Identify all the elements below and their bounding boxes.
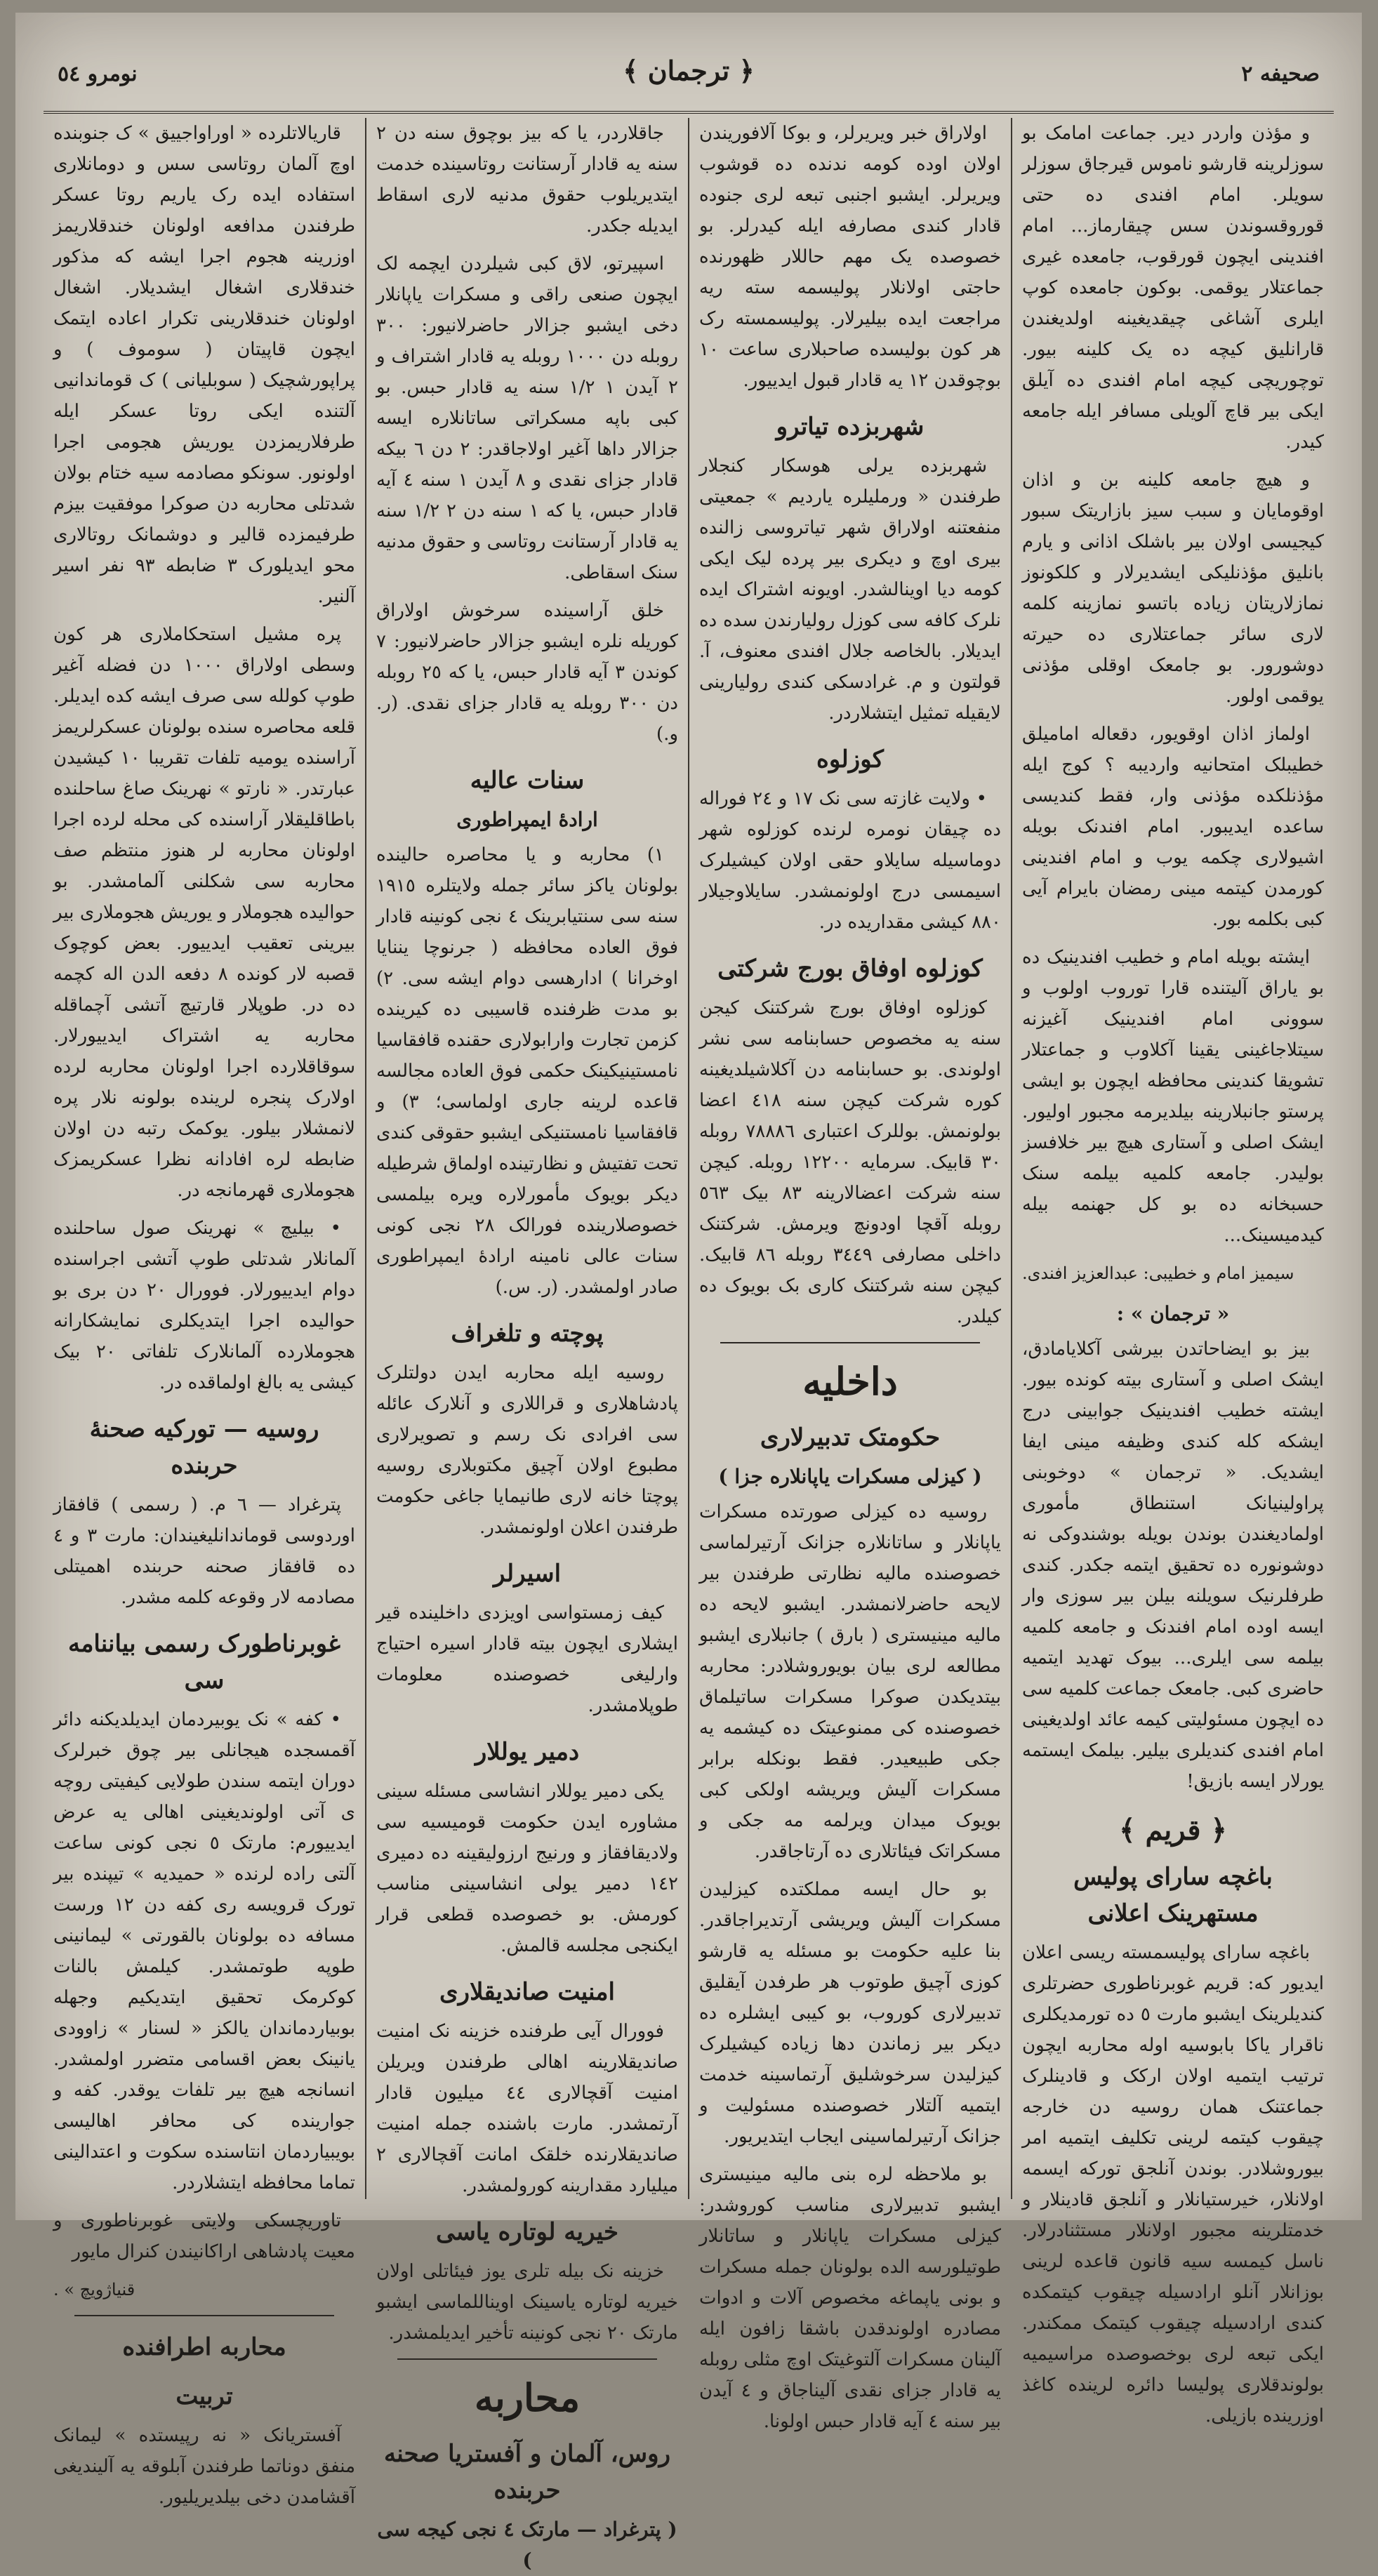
article-paragraph: روسیه ایله محاربه ایدن دولتلرک پادشاهلاری و قراللاری و آنلارک عائله سی افرادی نک رسم و تصویرلاری مطبوع اولان آچیق مکتوبلاری روسیه پوچتا خانه لاری طانیمایا جاغی حکومت طرفندن اعلان اولونمشدر.	[376, 1362, 678, 1538]
article-heading: دمیر یوللار	[475, 1738, 580, 1766]
article-paragraph: اسپیرتو، لاق کبی شیلردن ایچمه لک ایچون صنعی راقی و مسکرات یاپانلار دخی ایشبو جزالار حاضرلانیور: ٣٠٠ روبله دن ١٠٠٠ روبله یه قادار اشتراف و ٢ آیدن ١ ١/٢ سنه یه قادار حبس. بو کبی باپه مسکراتی ساتانلاره ایسه جزالار داها آغیر اولاجاقدر: ٢ دن ٦ بیکه قادار جزای نقدی و ٨ آیدن ١ سنه ٤ آیه قادار حبس، یا که ١ سنه دن ٢ ١/٢ سنه یه قادار آرستانت روتاسی و حقوق مدنیه سنک اسقاطی.	[376, 253, 679, 583]
article-heading: تربیت	[175, 2382, 233, 2410]
article-paragraph: فوورال آیی طرفنده خزینه نک امنیت صاندیقلارینه اهالی طرفندن ویریلن امنیت آقچالاری ٤٤ میلیون قادار آرتمشدر. مارت باشنده جمله امنیت صاندیقلارنده خلقک امانت آقچالاری ٢ میلیارد مقدارینه کورولمشدر.	[376, 2021, 678, 2196]
newspaper-title: ﴿ ترجمان ﴾	[623, 55, 755, 86]
article-heading: خیریه لوتاره یاسی	[435, 2218, 619, 2246]
masthead	[44, 34, 1334, 114]
article-paragraph: بو حال ایسه مملکتده کیزلیدن مسکرات آلیش ویریشی آرتدیراجاقدر. بنا علیه حکومت بو مسئله یه قارشو کوزی آچیق طوتوب هر طرفدن آیقلیق تدبیرلاری کوروب، بو کیبی ایشلره ده دیکر بیر زماندن دها زیاده کیشیلرک کیزلیدن سرخوشلیق آرتماسینه خدمت ایتمیه آلتلار خصوصنده مسئولیت و جزانک آرتیرلماسینی ایجاب ایتدیریور.	[699, 1879, 1001, 2147]
article-paragraph: قاریالاتلرده « اوراواجییق » ک جنوبنده اوچ آلمان روتاسی سس و دومانلاری استفاده ایده رک یاریم روتا عسکر طرفندن مدافعه اولونان خندقلاریمز اوزرینه هجوم اجرا ایشه که مذکور خندقلاری اشغال ایشدیلار. اشغال اولونان خندقلارینی تکرار اعاده ایتمک ایچون قاپیتان ( سوموف ) و پراپورشچیک ( سوبلیانی ) ک قوماندانیی آلتنده ایکی روتا عسکر ایله طرفلاریمزدن یوریش هجومی اجرا اولونور. سونکو مصادمه سیه ختام بولان شدتلی محاربه دن صوکرا موفقیت بیزم طرفیمزده قالیر و دوشمانک روتالاری محو ایدیلورک ٣ ضابطه ٩٣ نفر اسیر آلنیر.	[53, 123, 355, 607]
article-subheading: « ترجمان » :	[1116, 1302, 1230, 1325]
article-paragraph: اولماز اذان اوقویور، دقعاله امامیلق خطیبلک امتحانیه واردیبه ؟ کوج ایله مؤذنلکده مؤذنی وار، فقط کندیسی ساعده ایدیبور. امام افندنک بویله اشیولاری چکمه یوب و امام افندینی کورمدن کیتمه مینی رمضان بایرام آیی کبی بکلمه بور.	[1022, 724, 1324, 930]
article-paragraph: کوزلوه اوفاق بورج شرکتنک کیجن سنه یه مخصوص حسابنامه سی نشر اولوندی. بو حسابنامه دن آکلاشیلدیغینه کوره شرکت کیچن سنه ٤١٨ اعضا بولونمش. بوللرک اعتباری ٧٨٨٨٦ روبله ٣٠ قابیک. سرمایه ١٢٢٠٠ روبله. کیچن سنه شرکت اعضالارینه ٨٣ بیک ٥٦٣ روبله آقچا اودونچ ویرمش. شرکتنک داخلی مصارفی ٣٤٤٩ روبله ٨٦ قابیک. کیچن سنه شرکتنک کاری بک بویوک ده کیلدر.	[699, 997, 1001, 1327]
article-paragraph: روسیه ده کیزلی صورتده مسکرات یاپانلار و ساتانلاره جزانک آرتیرلماسی خصوصنده مالیه نظارتی طرفندن بیر لایحه حاضرلانمشدر. ایشبو لایحه ده مالیه مینیستری ( بارق ) جانبلاری ایشبو مطالعه لری بیان بویوروشلادر: محاربه بیتدیکدن صوکرا مسکرات ساتیلماق خصوصنده کی ممنوعیتک ده کیشمه یه جکی طبیعیدر. فقط بونکله برابر مسکرات آلیش ویریشه اولکی کبی بویوک میدان ویرلمه مه جکی و مسکراتک فیئاتلاری ده آرتاجاقدر.	[699, 1501, 1001, 1862]
article-paragraph: خزینه نک بیله تلری یوز فیئاتلی اولان خیریه لوتاره یاسینک اویناللماسی ایشبو مارتک ٢٠ نجی کونینه تأخیر ایدیلمشدر.	[376, 2261, 678, 2344]
article-heading: روسیه — تورکیه صحنهٔ حربنده	[89, 1415, 319, 1480]
section-heading: داخلیه	[802, 1359, 898, 1404]
article-paragraph: جاقلاردر، یا که بیز بوچوق سنه دن ٢ سنه یه قادار آرستانت روتاسینده خدمت ایتدیریلوب حقوق مدنیه لاری اسقاط ایدیله جکدر.	[376, 123, 678, 237]
article-paragraph: • کفه » نک یوبیردمان ایدیلدیکنه دائر آقمسجده هیجانلی بیر چوق خبرلرک دوران ایتمه سندن طولایی کیفیتی روچه ی آتی اولوندیغینی اهالی یه عرض ایدییورم: مارتک ٥ نجی کونی ساعت آلتی راده لرنده « حمیدیه » تیپنده بیر تورک قرویسه ری کفه دن ١٢ ورست مسافه ده بولونان بالقورتی » لیمانینی طوپه طوتمشدر. کیلمش بالنات کوکرمک تحقیق ایتدیکیم وجهله بوبیاردماندان یالکز « لسنار » زاوودی یانینک بعض اقسامی متضرر اولمشدر. انسانجه هیچ بیر تلفات یوقدر. کفه و جوارینده کی محافر اهالیسی بویبیاردمان انتاسنده سکوت و اعتدالینی تماما محافظه ایتشلاردر.	[53, 1709, 355, 2193]
article-paragraph: آفستریانک « نه رپیستده » لیمانک منفق دوناتما طرفندن آبلوقه یه آلیندیغی آقشامدن دخی بیلدیریلیور.	[53, 2425, 355, 2508]
article-heading: کوزلوه اوفاق بورج شرکتی	[717, 955, 983, 983]
column-divider-rule	[397, 2358, 657, 2360]
article-paragraph: تاوریچسکی ولایتی غوبرناطوری و معیت پادشاهی اراکانیندن کنرال مایور	[53, 2210, 355, 2262]
column-1	[1011, 118, 1334, 2426]
article-heading: حکومتک تدبیرلاری	[760, 1423, 941, 1452]
article-signature: قنیاژویچ » .	[53, 2280, 135, 2299]
article-heading: روس، آلمان و آفستریا صحنه حربنده	[383, 2440, 671, 2504]
article-paragraph: یکی دمیر یوللار انشاسی مسئله سینی مشاوره ایدن حکومت قومیسیه سی ولادیقافقاز و ورنیج ارزولیقینه ده دمیری ١٤٢ دمیر یولی انشاسینی مناسب کورمش. بو خصوصده قطعی قرار ایکنجی مجلسه قالمش.	[376, 1781, 678, 1956]
column-4	[44, 118, 365, 2508]
article-paragraph: • بیلیچ » نهرینک صول ساحلنده آلمانلار شدتلی طوپ آتشی اجراسنده دوام ایدییورلار. فوورال ٢٠ دن بری بو حوالیده اجرا ایتدیکلری نمایشکارانه هجوملارده آلمانلارک تلفاتی ٢٠ بیک کیشی یه بالغ اولماقده در.	[53, 1218, 355, 1393]
column-divider-rule	[720, 1342, 980, 1343]
article-heading: غوبرناطورک رسمی بیاننامه سی	[67, 1630, 341, 1694]
column-3	[365, 118, 688, 2572]
article-paragraph: شهربزده یرلی هوسکار کنجلار طرفندن « ورملیلره یاردیم » جمعیتی منفعتنه اولاراق شهر تیاتروسی زالنده بیری اوچ و دیکری بیر پرده لیک ایکی کومه دیا اوینالشدر. اویونه اشتراک ایده نلرک کافه سی کوزل رولیارندن سده ده ایدیلار. بالخاصه جلال افندی معنوف، آ. قولتون و م. غرادسکی کندی رولیارینی لایقیله تمثیل ایتشلاردر.	[699, 456, 1001, 724]
article-subheading: ارادهٔ ایمپراطوری	[456, 808, 598, 831]
article-heading: اسیرلر	[493, 1560, 562, 1588]
newspaper-page	[15, 13, 1362, 2572]
article-paragraph: باغچه سارای پولیسمسته ریسی اعلان ایدیور که: قریم غوبرناطوری حضرتلری کندیلرینک ایشبو مارت ٥ ده تورمدیکلری ناقرار یاکا بابوسیه اوله محاربه ایچون ترتیب ایتمیه اولان ارکک و قادینلرک جماعتنک همان روسیه دن خارجه چیقوب کیتمه لرینی تکلیف ایتمیه امر بیوروشلادر. بوندن آنلجق تورکه ایسمه اولانلار، خیرستیانلار و آنلجق قادینلار و خدمتلرینه مجبور اولانلار مستثنادرلار. ناسل کیمسه سیه قانون قاعده لرینی بوزانلار آنلو ارادسیله چیقوب کیتمکده کندی ارادسیله چیقوب کیتمک ممکندر. ایکی تبعه لری بوخصوصده مراسیمیه بولوندقلاری پولیسا دائره لرینده کاغذ اوزرینده بازیلی.	[1022, 1942, 1324, 2426]
article-paragraph: خلق آراسینده سرخوش اولاراق کوریله نلره ایشبو جزالار حاضرلانیور: ٧ کوندن ٣ آیه قادار حبس، یا که ٢٥ روبله دن ٣٠٠ روبله یه قادار جزای نقدی. (ر. و.)	[376, 600, 678, 745]
article-paragraph: اولاراق خبر ویریرلر، و بوکا آلافوریندن اولان اوده کومه ندنده ده قوشوب ویریرلر. ایشبو اجنبی تبعه لری جنوده قادار کندی مصارفه ایله کیدرلر. بو خصوصده یک مهم حاللار ظهورنده حاجتی اولانلار پولیسمه سته ریه مراجعت ایده بیلیرلار. پولیسمسته رک هر کون بولیسده صاحبلاری ساعت ١٠ بوچوقدن ١٢ یه قادار قبول ایدییور.	[699, 123, 1001, 391]
article-paragraph: و مؤذن واردر دیر. جماعت امامک بو سوزلرینه قارشو ناموس قیرجاق سوزلر سویلر. امام افندی ده حتی قوروقسوندن سس چیقارماز... امام افندینی ایچون قورقوب، جامعده غیری جماعتلار یوقمی. بوکون جامعده کوپ ایلری آشاغی چیقدیغینه اولدیغندن قارانلیق کیچه ده یک کلینه بیور. توچوریچی کیچه امام افندی ده آیلق ایکی بیر قاچ آلویلی مسافر ایله جامعه کیدر.	[1022, 123, 1324, 453]
article-paragraph: پترغراد — ٦ م. ( رسمی ) قافقاز اوردوسی قوماندانلیغیندان: مارت ٣ و ٤ ده قافقاز صحنه حربنده اهمیتلی مصادمه لار وقوعه کلمه مشدر.	[53, 1494, 355, 1608]
article-paragraph: • ولایت غازته سی نک ١٧ و ٢٤ فوراله ده چیقان نومره لرنده کوزلوه شهر دوماسیله سایلاو حقی اولان کیشیلرک اسیمسی درج اولونمشدر. سایلاوجیلار ٨٨٠ کیشی مقداریده در.	[699, 788, 1001, 933]
article-subheading: ( پترغراد — مارتک ٤ نجی کیجه سی )	[377, 2518, 677, 2572]
section-heading: محاربه	[474, 2375, 581, 2420]
article-paragraph: بیز بو ایضاحاتدن بیرشی آکلایامادق، ایشک اصلی و آستاری بیته کونده بیور. ایشته خطیب افندینیک جوابینی درج ایشکه کله کندی وظیفه مینی ایفا ایشدیک. « ترجمان » دوخوبنی پراولینیانک استنطاق مأموری اولمادیغندن بوندن بویله بوشندوکی نه دوشونوره ده تحقیق ایتمه جکدر. کندی طرفلرنیک سویلنه بیلن بیر سوزی وار ایسه اوده امام افندنک و جامعه کلمیه بیلمه سی ایلری... بیوک تهدید ایتمیه حاضری کبی. جامعک جماعت کلمیه سی ده ایچون مسئولیتی کیمه عائد اولدیغینی امام افندی کندیلری بیلیر. بیلمک ایستمه یورلار ایسه بازیق!	[1022, 1339, 1324, 1792]
article-signature: سیمیز امام و خطیبی: عبدالعزیز افندی.	[1022, 1263, 1294, 1283]
article-heading: محاربه اطرافنده	[122, 2333, 286, 2361]
article-heading: پوچته و تلغراف	[451, 1320, 604, 1348]
article-paragraph: پره مشیل استحکاملاری هر کون وسطی اولاراق ١٠٠٠ دن فضله آغیر طوپ کولله سی صرف ایشه کده ایدیلر. قلعه محاصره سنده بولونان عسکرلریمز آراسنده یومیه تلفات تقریبا ١٠ کیشیدن عبارتدر. « نارتو » نهرینک صاغ ساحلنده باطاقلیقلار آراسنده کی محله لرده اجرا اولونان محاربه لر هنوز منتظم صف محاربه سی شکلنی آلمامشدر. بو حوالیده هجوملار و یوریش هجوملاری بیر بیرینی تعقیب ایدییور. بعض کوچوک قصبه لار کونده ٨ دفعه الدن اله کچمه ده در. طوپلار قارتیچ آتشی آچماقله محاربه یه اشتراک ایدییورلار. سوقاقلارده اجرا اولونان محاربه لرده اولارک پنجره لرینده بولونه نلار پره لانمشلار بیلور. یوکمک رتبه دن اولان ضابطه لره افادانه نظرا عسکریمزک هجوملاری قهرمانجه در.	[53, 624, 355, 1201]
article-heading: باغچه سارای پولیس مستهرینک اعلانی	[1073, 1863, 1273, 1927]
column-2	[688, 118, 1011, 2432]
article-paragraph: کیف زمستواسی اویزدی داخلینده قیر ایشلاری ایچون بیته قادار اسیره احتیاج وارلیغی خصوصنده معلومات طوپلامشدر.	[376, 1602, 678, 1716]
section-ornament-title: ﴿ قریم ﴾	[1119, 1814, 1227, 1847]
issue-number-label: نومرو ٥٤	[58, 62, 138, 86]
article-paragraph: بو ملاحظه لره بنی مالیه مینیستری ایشبو تدبیرلاری مناسب کوروشدر: کیزلی مسکرات یاپانلار و ساتانلار طوتیلورسه الده بولونان جمله مسکرات و بونی یاپماغه مخصوص آلات و ادوات مصادره اولوندقدن باشقا زافون ایله آلینان مسکرات آلتوغیتک اوچ مثلی روبله یه قادار جزای نقدی آلیناجاق و ٤ آیدن بیر سنه ٤ آیه قادار حبس اولونا.	[699, 2164, 1001, 2432]
columns-container	[44, 118, 1334, 2572]
page-number-label: صحیفه ۲	[1241, 62, 1320, 86]
article-heading: امنیت صاندیقلاری	[439, 1978, 615, 2006]
column-divider-rule	[74, 2315, 334, 2316]
article-paragraph: ١) محاربه و یا محاصره حالینده بولونان یاکز سائر جمله ولایتلره ١٩١٥ سنه سی سنتیابرینک ٤ نجی کونینه قادار فوق العاده محافظه ( جرنوچا یننایا اوخرانا ) ادارهسی دوام ایشه سی. ٢) بو مدت ظرفنده قاسیبی ده کیرینده کزمن تجارت وارابولاری حقنده قافقاسیا نامستینیکینک حکمی فوق العاده مجالسه قاعده لرینه جاری اولماسی؛ ٣) و قافقاسیا نامستنیکی ایشبو حقوقی کندی تحت تفتیش و نظارتینده اولماق شرطیله دیکر بویوک مأمورلاره ویره بیلمسی خصوصلارینده فورالک ٢٨ نجی کونی سنات عالی نامینه ارادهٔ ایمپراطوری صادر اولمشدر. (ر. س.)	[376, 844, 678, 1298]
article-paragraph: ایشته بویله امام و خطیب افندینیک ده بو یاراق آلیتنده قارا توروب اولوب و سوونی امام افندینیک آغیزنه سیتلاجاغینی یقینا آکلاوب و جماعتلار تشویقا کندینی محافظه ایچون بو ایشی پرستو جانبلارینه بیلدیرمه مجبور اولیور. ایشک اصلی و آستاری هیچ بیر خلافسز بولیدر. جامعه کلمیه بیلمه سنک حسبخانه ده بو کل جهنمه بیله کیدمیسینک...	[1022, 947, 1324, 1246]
article-heading: کوزلوه	[816, 745, 884, 774]
article-heading: سنات عالیه	[470, 766, 585, 795]
article-heading: شهربزده تیاترو	[776, 413, 925, 441]
article-paragraph: و هیچ جامعه کلینه بن و اذان اوقومایان و سبب سیز بازاریتک سبور کیجیسی اولان بیر باشلک اذانی و یارم بانلیق مؤذنلیکی ایشدیرلار و کلکونوز نمازلاریتان زیاده باتسو نمازینه کلمه لاری سائر جماعتلاری ده حیرته دوشورور. بو جامعک اوقلی مؤذنی یوقمی اولور.	[1022, 470, 1324, 707]
article-subheading: ( کیزلی مسکرات یاپانلاره جزا )	[718, 1465, 982, 1488]
